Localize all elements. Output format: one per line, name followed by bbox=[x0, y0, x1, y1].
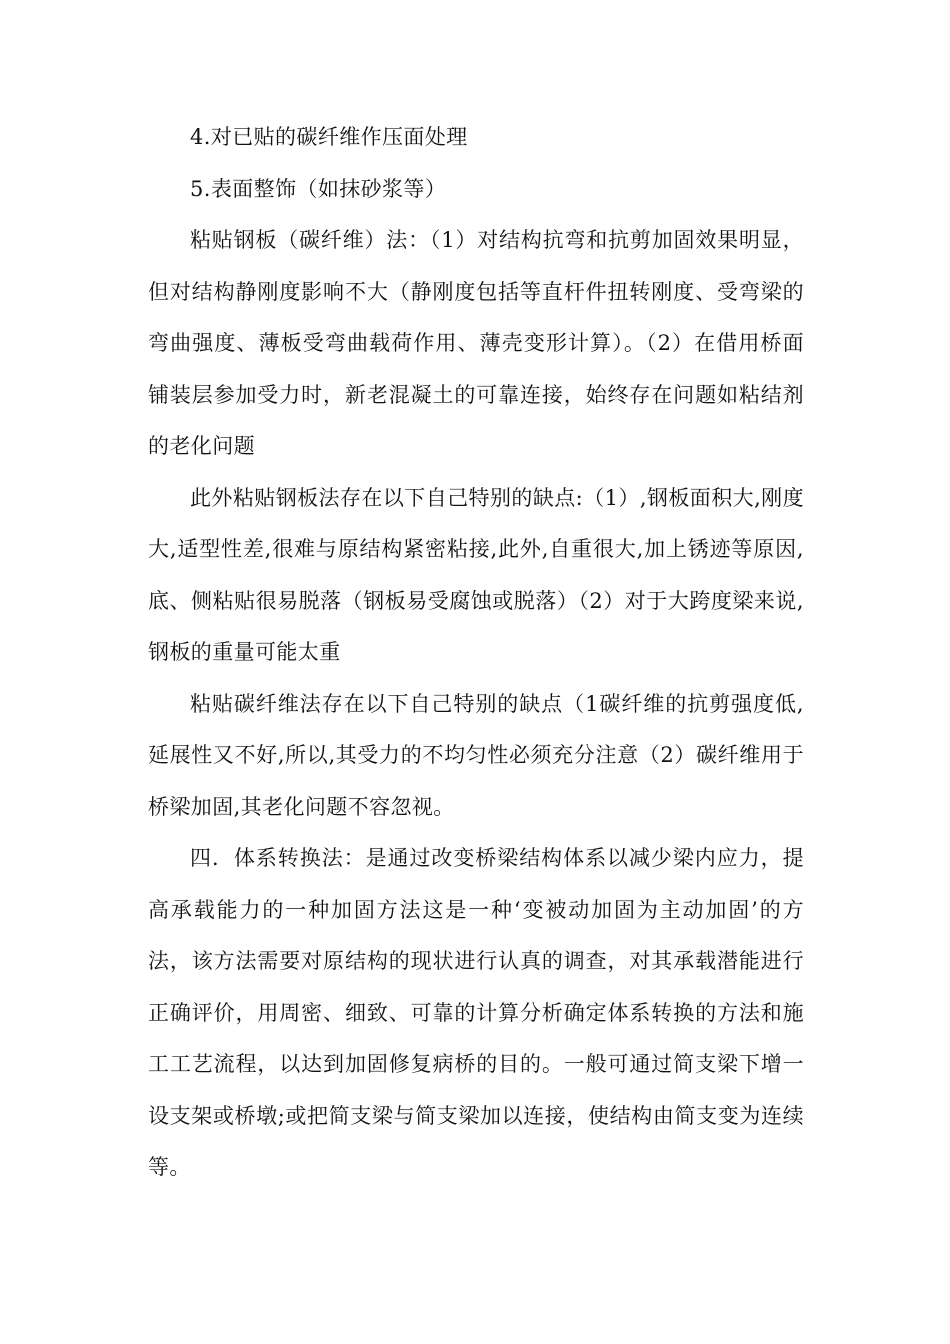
paragraph-bonded-plate-method: 粘贴钢板（碳纤维）法：（1）对结构抗弯和抗剪加固效果明显，但对结构静刚度影响不大（静刚度包括等直杆件扭转刚度、受弯梁的弯曲强度、薄板受弯曲载荷作用、薄壳变形计算）。（2）在借用桥面铺装层参加受力时，新老混凝土的可靠连接，始终存在问题如粘结剂的老化问题 bbox=[148, 228, 804, 458]
document-body bbox=[148, 112, 804, 1194]
paragraph-carbon-fiber-drawbacks: 粘贴碳纤维法存在以下自己特别的缺点（1碳纤维的抗剪强度低,延展性又不好,所以,其受力的不均匀性必须充分注意（2）碳纤维用于桥梁加固,其老化问题不容忽视。 bbox=[148, 691, 804, 819]
paragraph-steel-plate-drawbacks: 此外粘贴钢板法存在以下自己特别的缺点:（1）,钢板面积大,刚度大,适型性差,很难与原结构紧密粘接,此外,自重很大,加上锈迹等原因,底、侧粘贴很易脱落（钢板易受腐蚀或脱落）（2）对于大跨度梁来说,钢板的重量可能太重 bbox=[148, 485, 804, 664]
paragraph-step-4: 4.对已贴的碳纤维作压面处理 bbox=[190, 125, 468, 149]
paragraph-step-5: 5.表面整饰（如抹砂浆等） bbox=[190, 176, 447, 201]
paragraph-system-conversion-method: 四．体系转换法：是通过改变桥梁结构体系以减少梁内应力，提高承载能力的一种加固方法这是一种‘变被动加固为主动加固’的方法，该方法需要对原结构的现状进行认真的调查，对其承载潜能进行正确评价，用周密、细致、可靠的计算分析确定体系转换的方法和施工工艺流程，以达到加固修复病桥的目的。一般可通过简支梁下增一设支架或桥墩;或把简支梁与简支梁加以连接，使结构由简支变为连续等。 bbox=[148, 846, 804, 1179]
